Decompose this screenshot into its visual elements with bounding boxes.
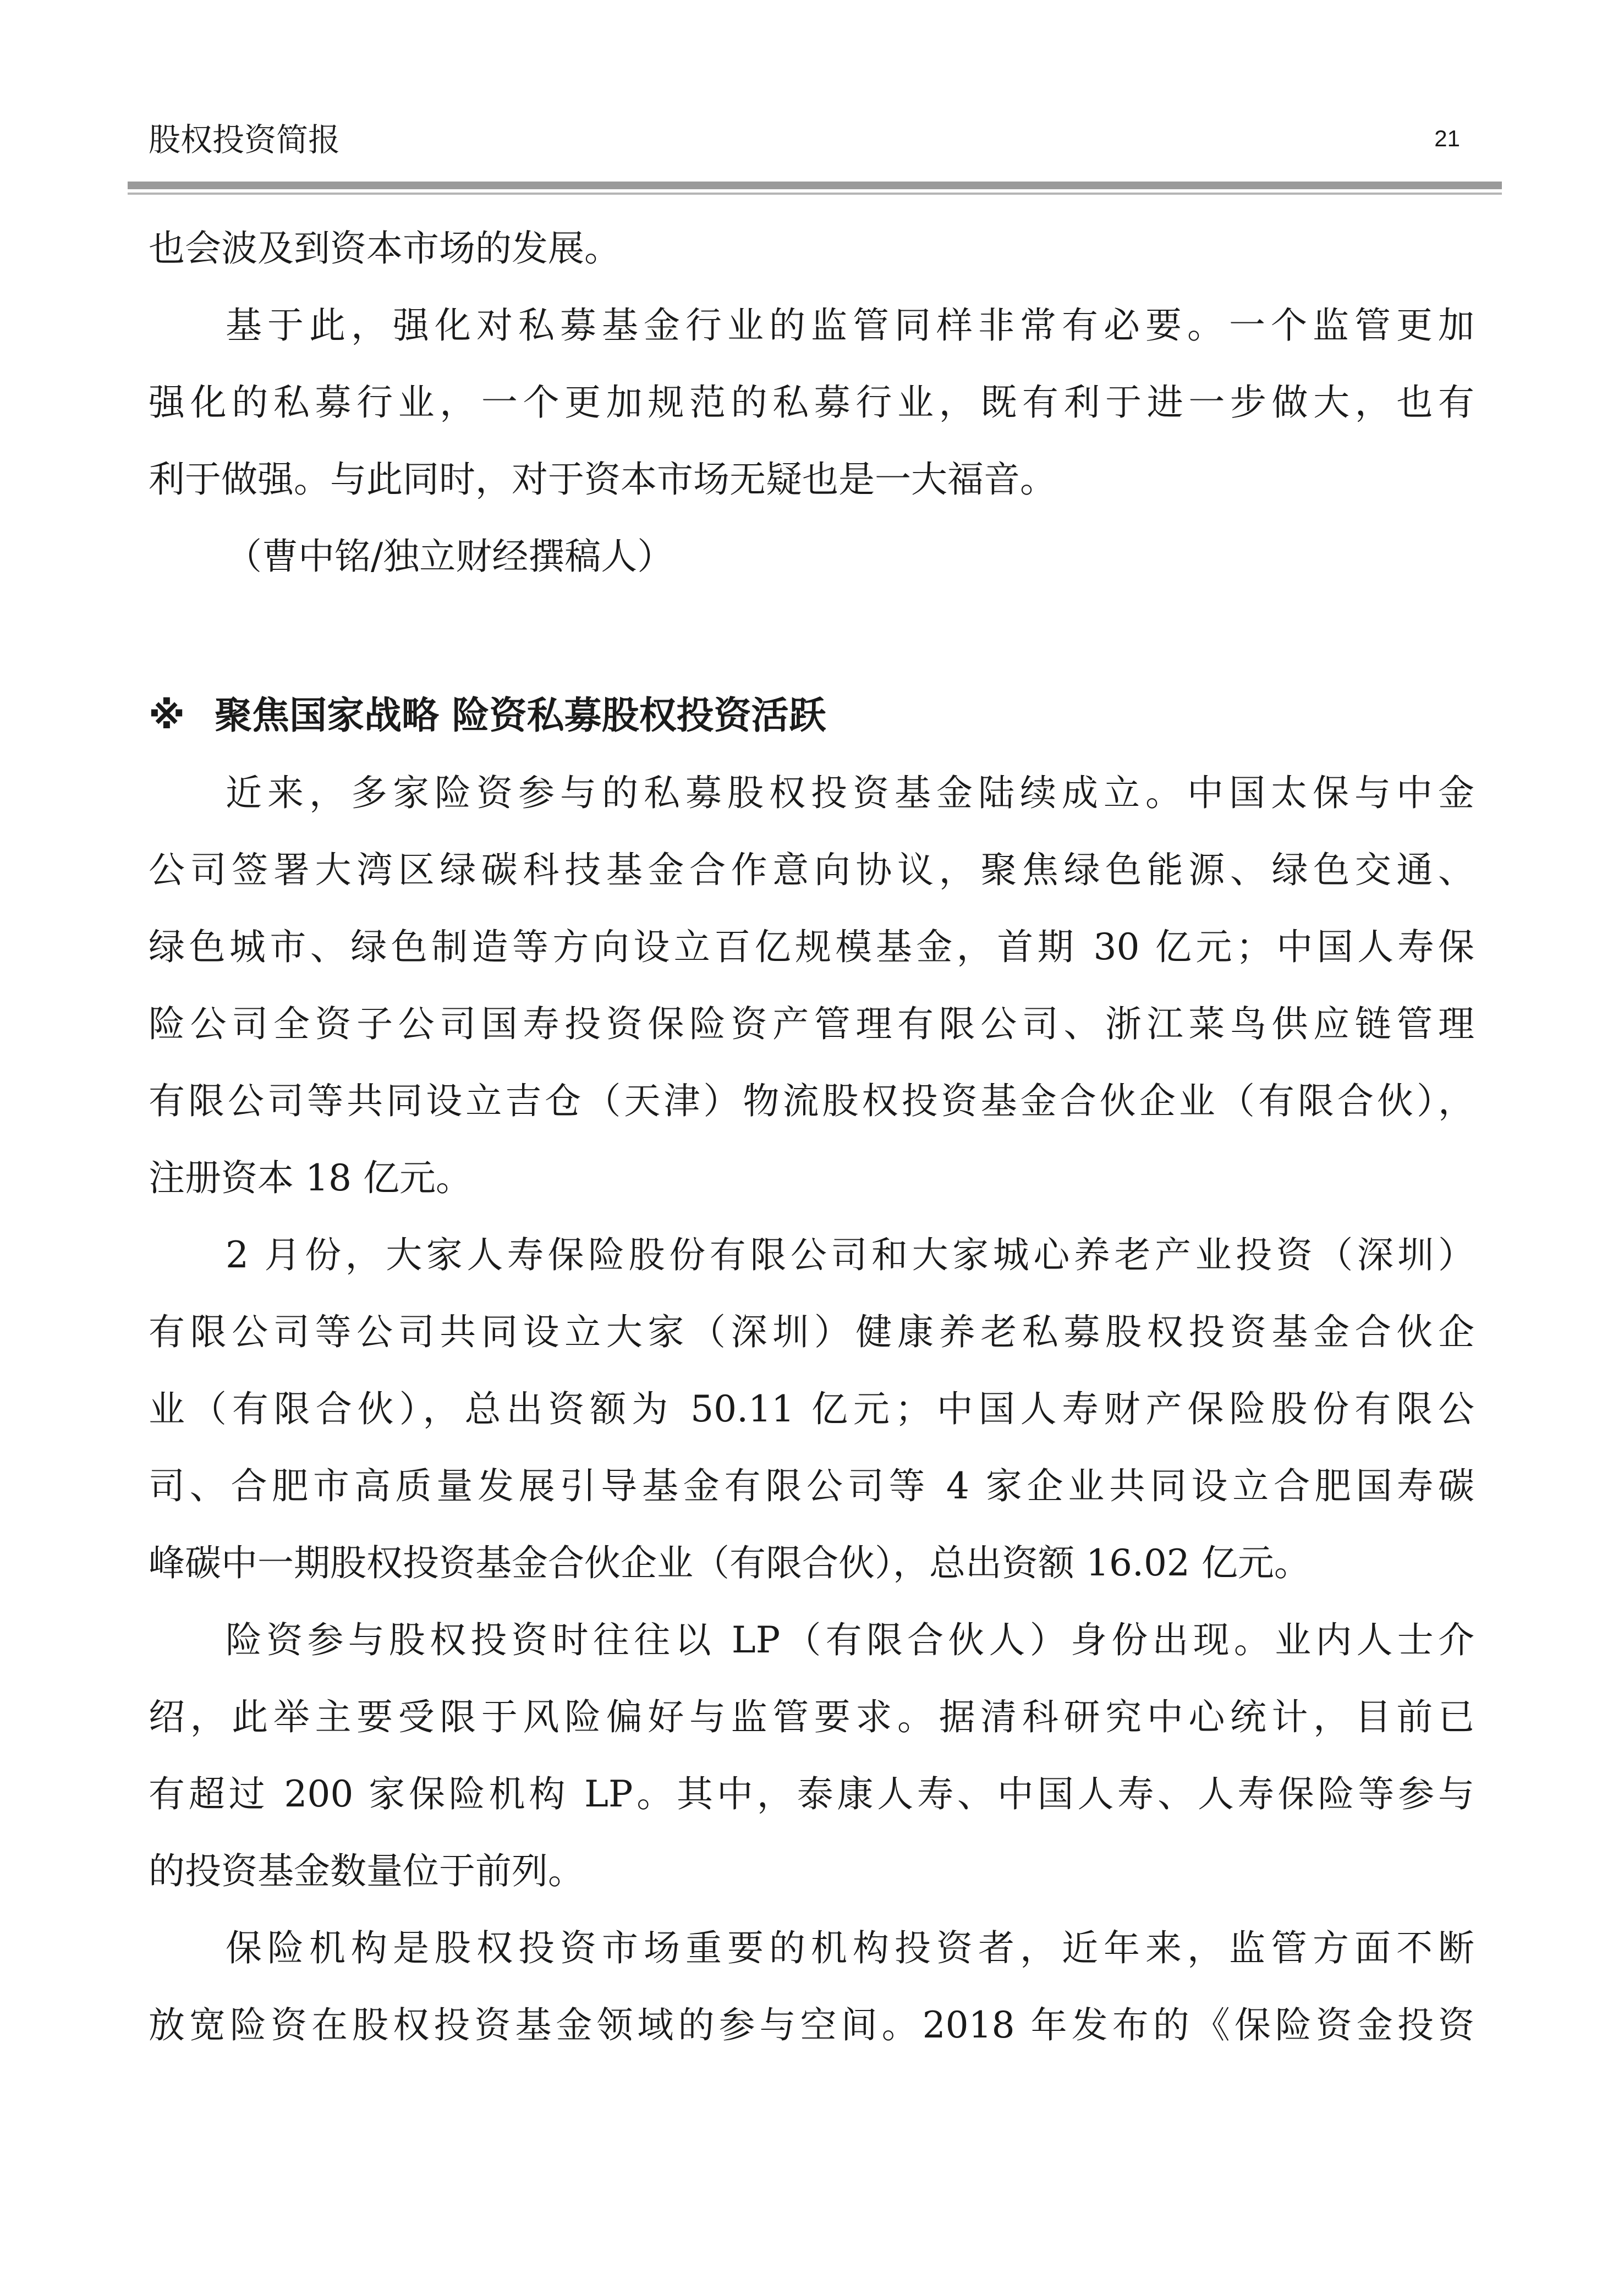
header-title: 股权投资简报 — [149, 121, 341, 158]
body-line: 的投资基金数量位于前列。 — [149, 1850, 584, 1892]
body-line: 保险机构是股权投资市场重要的机构投资者，近年来，监管方面不断 — [226, 1927, 1474, 1969]
body-line: 近来，多家险资参与的私募股权投资基金陆续成立。中国太保与中金 — [226, 772, 1474, 814]
byline: （曹中铭/独立财经撰稿人） — [226, 535, 674, 578]
body-line: 峰碳中一期股权投资基金合伙企业（有限合伙），总出资额 16.02 亿元。 — [149, 1542, 1310, 1584]
reference-mark-icon: ※ — [149, 694, 185, 738]
body-line: 有限公司等公司共同设立大家（深圳）健康养老私募股权投资基金合伙企 — [149, 1311, 1474, 1353]
section-heading — [149, 694, 1474, 738]
body-line: 险公司全资子公司国寿投资保险资产管理有限公司、浙江菜鸟供应链管理 — [149, 1003, 1474, 1045]
body-line: 有超过 200 家保险机构 LP。其中，泰康人寿、中国人寿、人寿保险等参与 — [149, 1773, 1474, 1815]
body-line: 利于做强。与此同时，对于资本市场无疑也是一大福音。 — [149, 458, 1056, 501]
section-title: 聚焦国家战略 险资私募股权投资活跃 — [215, 694, 826, 738]
body-line: 注册资本 18 亿元。 — [149, 1157, 472, 1199]
body-line: 放宽险资在股权投资基金领域的参与空间。2018 年发布的《保险资金投资 — [149, 2004, 1474, 2046]
body-line: 强化的私募行业，一个更加规范的私募行业，既有利于进一步做大，也有 — [149, 381, 1474, 424]
header-rule-thin — [128, 193, 1502, 195]
body-line: 司、合肥市高质量发展引导基金有限公司等 4 家企业共同设立合肥国寿碳 — [149, 1465, 1474, 1507]
body-line: 绿色城市、绿色制造等方向设立百亿规模基金，首期 30 亿元；中国人寿保 — [149, 926, 1474, 968]
body-line: 公司签署大湾区绿碳科技基金合作意向协议，聚焦绿色能源、绿色交通、 — [149, 849, 1474, 891]
body-line: 绍，此举主要受限于风险偏好与监管要求。据清科研究中心统计，目前已 — [149, 1696, 1474, 1738]
body-line: 基于此，强化对私募基金行业的监管同样非常有必要。一个监管更加 — [226, 304, 1474, 347]
body-line: 业（有限合伙），总出资额为 50.11 亿元；中国人寿财产保险股份有限公 — [149, 1388, 1474, 1430]
body-line: 有限公司等共同设立吉仓（天津）物流股权投资基金合伙企业（有限合伙）， — [149, 1080, 1474, 1122]
header-rule — [128, 182, 1502, 189]
body-line: 险资参与股权投资时往往以 LP（有限合伙人）身份出现。业内人士介 — [226, 1619, 1474, 1661]
page-number: 21 — [1434, 125, 1460, 151]
body-line: 2 月份，大家人寿保险股份有限公司和大家城心养老产业投资（深圳） — [226, 1234, 1474, 1276]
body-line: 也会波及到资本市场的发展。 — [149, 227, 621, 270]
